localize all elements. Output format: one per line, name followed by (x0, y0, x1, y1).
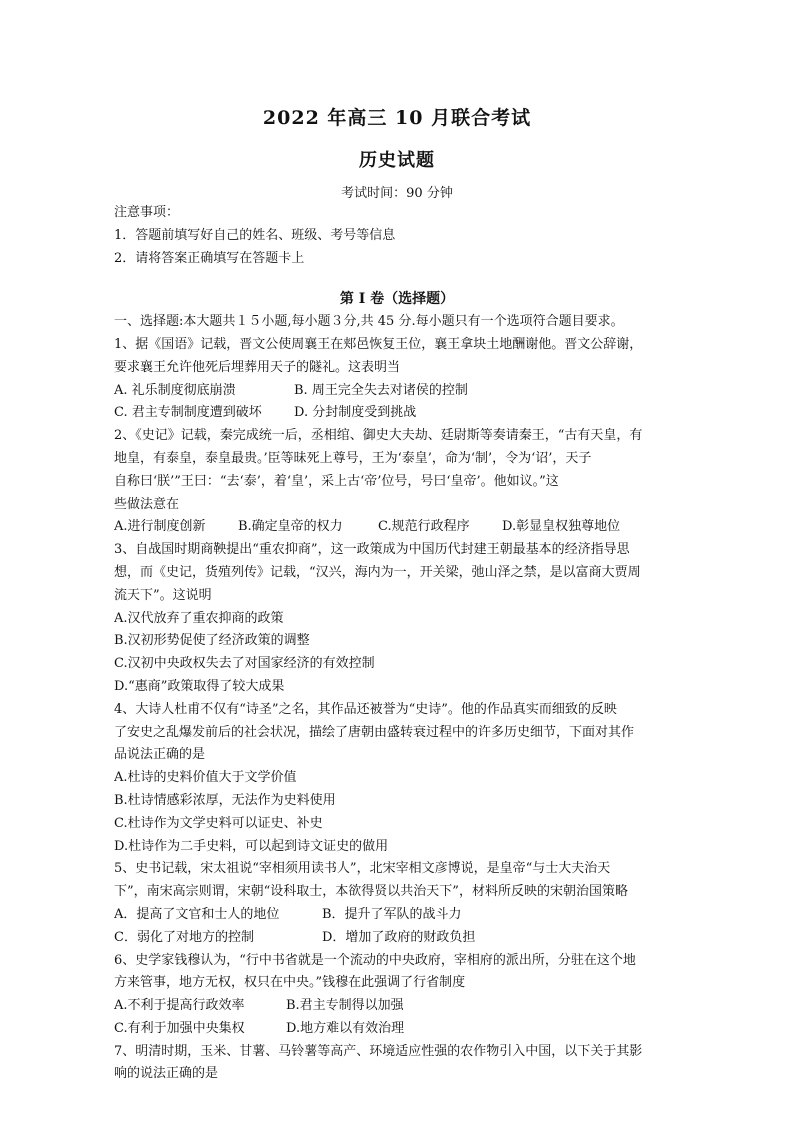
question-2-stem: 自称曰‘朕’”王曰：“去‘泰’，着‘皇’，采上古‘帝’位号，号曰‘皇帝’。他如议。”这 (114, 473, 559, 489)
option-d: D.杜诗作为二手史料，可以起到诗文证史的做用 (114, 838, 389, 854)
note-item: 2．请将答案正确填写在答题卡上 (114, 250, 305, 266)
option-a: A.进行制度创新 (114, 519, 206, 535)
question-4-stem: 了安史之乱爆发前后的社会状况，描绘了唐朝由盛转衰过程中的许多历史细节，下面对其作 (114, 724, 635, 740)
question-5-stem: 下”，南宋高宗则谓，宋朝“设科取士，本欲得贤以共治天下”，材料所反映的宋朝治国策略 (114, 884, 628, 900)
subject-title: 历史试题 (359, 150, 435, 171)
question-3-stem: 3、自战国时期商鞅提出“重农抑商”，这一政策成为中国历代封建王朝最基本的经济指导思 (114, 542, 630, 558)
option-c: C．弱化了对地方的控制 (114, 929, 254, 945)
option-a: A. 礼乐制度彻底崩溃 (114, 382, 236, 398)
notes-label: 注意事项： (114, 205, 180, 220)
option-c: C.有利于加强中央集权 (114, 1020, 245, 1036)
option-c: C.杜诗作为文学史料可以证史、补史 (114, 815, 323, 831)
option-b: B. 周王完全失去对诸侯的控制 (294, 382, 468, 398)
question-6-stem: 方来管事，地方无权，权只在中央。”钱穆在此强调了行省制度 (114, 975, 466, 991)
option-b: B.确定皇帝的权力 (238, 519, 343, 535)
exam-title: 2022 年高三 10 月联合考试 (262, 107, 532, 129)
option-a: A．提高了文官和士人的地位 (114, 906, 280, 922)
question-7-stem: 响的说法正确的是 (114, 1066, 219, 1082)
question-2-stem: 地皇，有泰皇，泰皇最贵。’臣等昧死上尊号，王为‘泰皇’，命为‘制’，令为‘诏’，天子 (114, 450, 592, 466)
exam-time: 考试时间：90 分钟 (341, 186, 453, 201)
option-c: C. 君主专制制度遭到破坏 (114, 405, 262, 421)
option-d: D.地方难以有效治理 (286, 1020, 405, 1036)
question-1-stem: 要求襄王允许他死后埋葬用天子的隧礼。这表明当 (114, 359, 401, 375)
option-d: D.彰显皇权独尊地位 (502, 519, 621, 535)
note-item: 1．答题前填写好自己的姓名、班级、考号等信息 (114, 227, 396, 243)
option-a: A.不利于提高行政效率 (114, 998, 245, 1014)
option-c: C.汉初中央政权失去了对国家经济的有效控制 (114, 656, 375, 672)
question-2-stem: 2、《史记》记载，秦完成统一后，丞相绾、御史大夫劫、廷尉斯等奏请秦王，“古有天皇，有 (114, 428, 643, 444)
option-b: B.君主专制得以加强 (286, 998, 404, 1014)
option-b: B．提升了军队的战斗力 (322, 906, 462, 922)
option-d: D．增加了政府的财政负担 (322, 929, 476, 945)
option-b: B.汉初形势促使了经济政策的调整 (114, 633, 310, 649)
question-6-stem: 6、史学家钱穆认为，“行中书省就是一个流动的中央政府，宰相府的派出所，分驻在这个地 (114, 952, 636, 968)
section-instructions: 一、选择题:本大题共１５小题,每小题３分,共 45 分.每小题只有一个选项符合题目要求。 (114, 314, 624, 330)
question-2-stem: 些做法意在 (114, 496, 180, 512)
question-7-stem: 7、明清时期，玉米、甘薯、马铃薯等高产、环境适应性强的农作物引入中国，以下关于其影 (114, 1043, 643, 1059)
question-1-stem: 1、据《国语》记载，晋文公使周襄王在郏邑恢复王位，襄王拿块土地酬谢他。晋文公辞谢， (114, 336, 643, 352)
exam-body (114, 202, 680, 1086)
option-a: A.杜诗的史料价值大于文学价值 (114, 770, 297, 786)
question-5-stem: 5、史书记载，宋太祖说“宰相须用读书人”，北宋宰相文彦博说，是皇帝“与士大夫治天 (114, 861, 611, 877)
section-title: 第 I 卷（选择题） (339, 291, 455, 308)
option-d: D.“惠商”政策取得了较大成果 (114, 678, 285, 694)
question-3-stem: 想，而《史记，货殖列传》记载，“汉兴，海内为一，开关梁，弛山泽之禁，是以富商大贾周 (114, 564, 641, 580)
option-a: A.汉代放弃了重农抑商的政策 (114, 610, 284, 626)
question-3-stem: 流天下”。这说明 (114, 587, 212, 603)
option-b: B.杜诗情感彩浓厚，无法作为史料使用 (114, 792, 336, 808)
option-c: C.规范行政程序 (378, 519, 470, 535)
option-d: D. 分封制度受到挑战 (294, 405, 417, 421)
question-4-stem: 4、大诗人杜甫不仅有“诗圣”之名，其作品还被誉为“史诗”。他的作品真实而细致的反映 (114, 701, 617, 717)
question-4-stem: 品说法正确的是 (114, 747, 206, 763)
